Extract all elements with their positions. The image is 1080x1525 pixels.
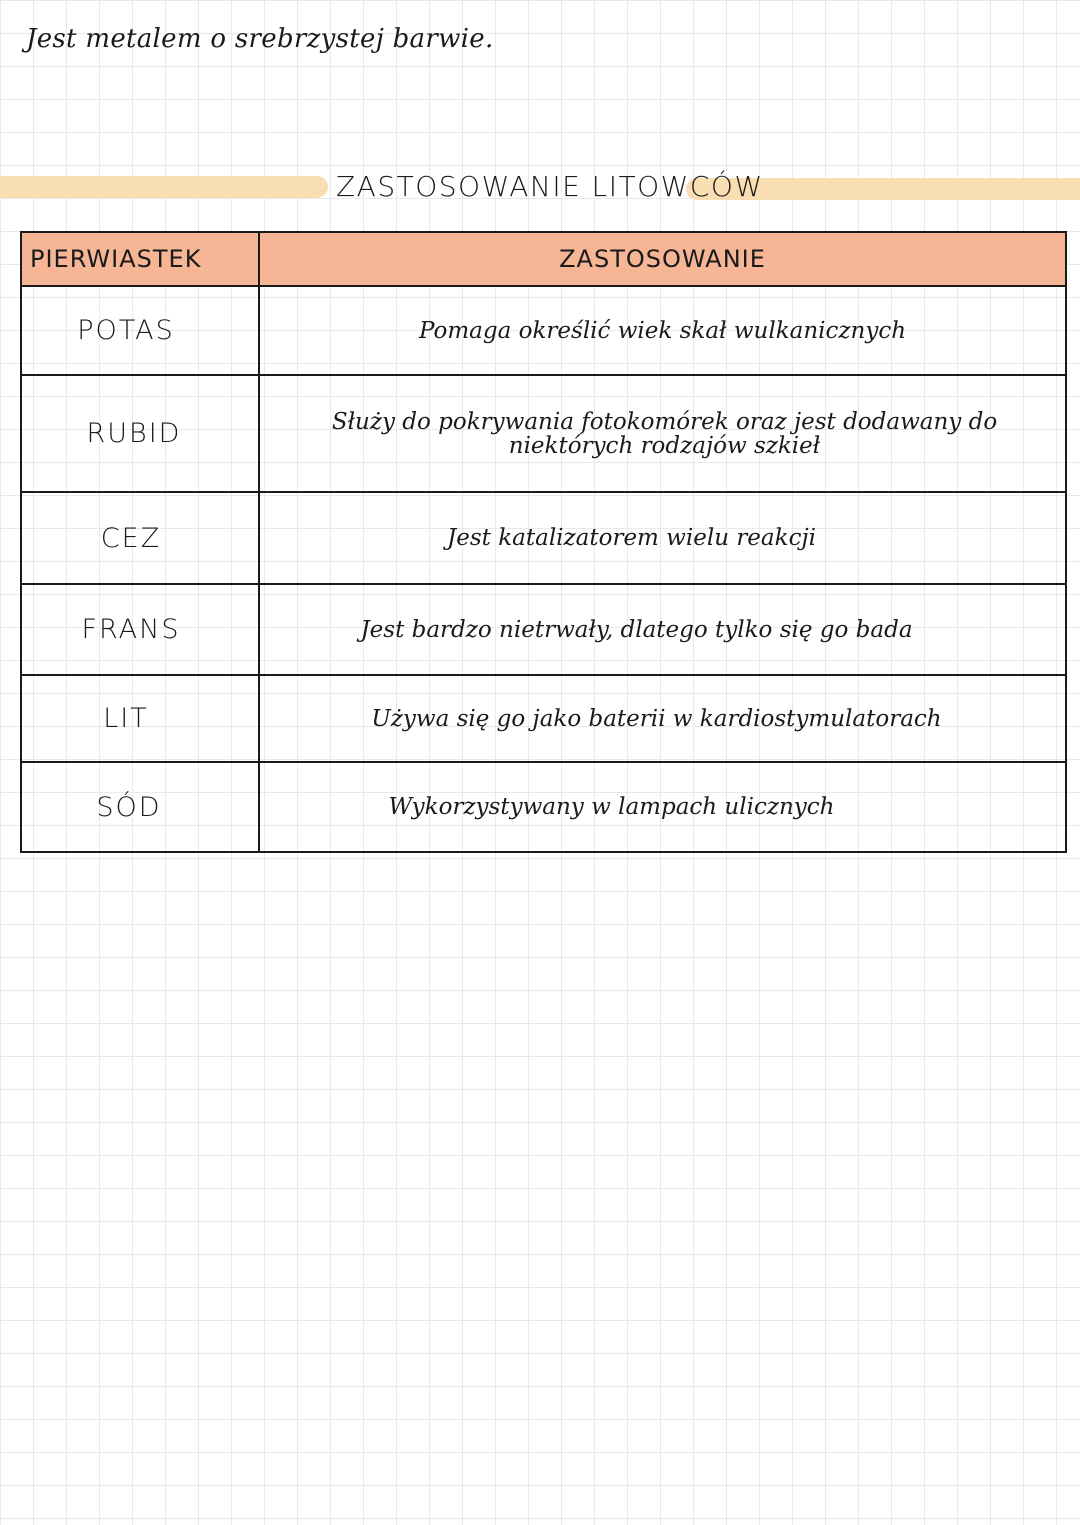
- header-usage: ZASTOSOWANIE: [259, 232, 1066, 286]
- table-row: [21, 675, 1066, 762]
- row-element: FRANS: [21, 584, 259, 675]
- table-row: [21, 375, 1066, 492]
- table-header-row: [21, 232, 1066, 286]
- section-title-row: [0, 164, 1080, 212]
- row-element: CEZ: [21, 492, 259, 584]
- intro-note: Jest metalem o srebrzystej barwie.: [26, 24, 494, 54]
- title-highlight-left: [0, 176, 328, 198]
- section-title: ZASTOSOWANIE LITOWCÓW: [336, 170, 764, 203]
- alkali-metals-table: [20, 231, 1067, 853]
- table-row: [21, 762, 1066, 852]
- row-element: SÓD: [21, 762, 259, 852]
- header-element: PIERWIASTEK: [21, 232, 259, 286]
- row-usage: Jest katalizatorem wielu reakcji: [259, 492, 1066, 584]
- row-usage: Wykorzystywany w lampach ulicznych: [259, 762, 1066, 852]
- table-row: [21, 492, 1066, 584]
- table-row: [21, 286, 1066, 375]
- row-usage: Pomaga określić wiek skał wulkanicznych: [259, 286, 1066, 375]
- row-usage: Jest bardzo nietrwały, dlatego tylko się go bada: [259, 584, 1066, 675]
- row-element: RUBID: [21, 375, 259, 492]
- table-row: [21, 584, 1066, 675]
- row-element: POTAS: [21, 286, 259, 375]
- row-usage: Służy do pokrywania fotokomórek oraz jest dodawany do niektórych rodzajów szkieł: [259, 375, 1066, 492]
- row-usage: Używa się go jako baterii w kardiostymulatorach: [259, 675, 1066, 762]
- row-element: LIT: [21, 675, 259, 762]
